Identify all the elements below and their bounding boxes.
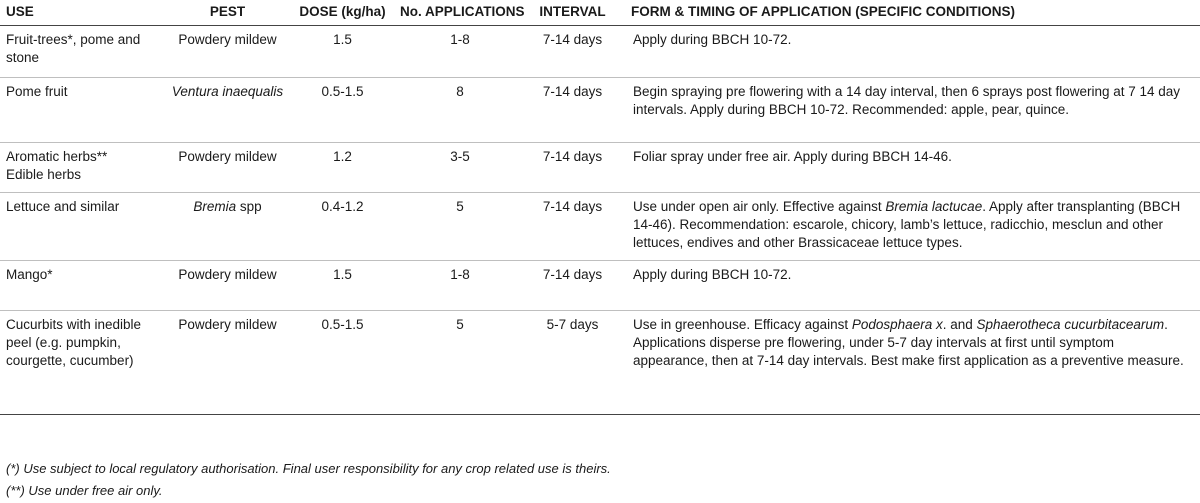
cell-use-line: Aromatic herbs** xyxy=(6,148,108,164)
cell-pest: Powdery mildew xyxy=(170,142,285,192)
cell-dose: 0.5-1.5 xyxy=(285,310,400,414)
cell-use-line: Edible herbs xyxy=(6,166,82,182)
cell-interval: 7-14 days xyxy=(520,25,625,77)
cell-use: Lettuce and similar xyxy=(0,192,170,260)
cell-use xyxy=(0,142,170,192)
form-text: . Applications disperse pre flowering, under 5-7 day intervals at first until symptom appearance, then at 7-14 day intervals. Best make first application as a preventive measure. xyxy=(633,316,1184,368)
cell-use: Mango* xyxy=(0,260,170,310)
header-interval: INTERVAL xyxy=(520,0,625,25)
cell-dose: 0.4-1.2 xyxy=(285,192,400,260)
cell-use: Cucurbits with inedible peel (e.g. pumpkin, courgette, cucumber) xyxy=(0,310,170,414)
table-row xyxy=(0,25,1200,77)
cell-applications: 1-8 xyxy=(400,260,520,310)
table-header xyxy=(0,0,1200,25)
cell-dose: 1.2 xyxy=(285,142,400,192)
form-species: Sphaerotheca cucurbitacearum xyxy=(976,316,1165,332)
cell-pest: Ventura inaequalis xyxy=(170,77,285,142)
cell-form: Foliar spray under free air. Apply during BBCH 14-46. xyxy=(625,142,1200,192)
cell-form: Apply during BBCH 10-72. xyxy=(625,260,1200,310)
cell-interval: 5-7 days xyxy=(520,310,625,414)
cell-applications: 5 xyxy=(400,192,520,260)
cell-form xyxy=(625,310,1200,414)
footnotes xyxy=(6,458,611,502)
cell-applications: 8 xyxy=(400,77,520,142)
cell-form: Apply during BBCH 10-72. xyxy=(625,25,1200,77)
cell-form xyxy=(625,192,1200,260)
form-text: . and xyxy=(942,316,977,332)
table-row xyxy=(0,77,1200,142)
cell-use: Fruit-trees*, pome and stone xyxy=(0,25,170,77)
cell-interval: 7-14 days xyxy=(520,260,625,310)
cell-applications: 5 xyxy=(400,310,520,414)
cell-dose: 1.5 xyxy=(285,25,400,77)
cell-interval: 7-14 days xyxy=(520,192,625,260)
cell-dose: 1.5 xyxy=(285,260,400,310)
cell-use: Pome fruit xyxy=(0,77,170,142)
cell-interval: 7-14 days xyxy=(520,142,625,192)
table-row xyxy=(0,192,1200,260)
form-species: Bremia lactucae xyxy=(885,198,983,214)
cell-pest: Powdery mildew xyxy=(170,310,285,414)
form-species: Podosphaera x xyxy=(851,316,943,332)
cell-pest xyxy=(170,192,285,260)
cell-dose: 0.5-1.5 xyxy=(285,77,400,142)
cell-pest: Powdery mildew xyxy=(170,260,285,310)
footnote-single-asterisk: (*) Use subject to local regulatory authorisation. Final user responsibility for any crop related use is theirs. xyxy=(6,461,611,476)
pest-suffix: spp xyxy=(236,198,262,214)
form-text: . Apply after transplanting (BBCH 14-46). Recommendation: escarole, chicory, lamb’s lettuce, radicchio, mesclun and other lettuces, endives and other Brassicaceae lettuce types. xyxy=(633,198,1181,250)
cell-applications: 1-8 xyxy=(400,25,520,77)
header-use: USE xyxy=(0,0,170,25)
header-applications: No. APPLICATIONS xyxy=(400,0,520,25)
table-row xyxy=(0,142,1200,192)
header-pest: PEST xyxy=(170,0,285,25)
cell-pest: Powdery mildew xyxy=(170,25,285,77)
header-form: FORM & TIMING OF APPLICATION (SPECIFIC CONDITIONS) xyxy=(625,0,1200,25)
form-text: Use in greenhouse. Efficacy against xyxy=(633,316,852,332)
cell-applications: 3-5 xyxy=(400,142,520,192)
table-row xyxy=(0,260,1200,310)
cell-form: Begin spraying pre flowering with a 14 day interval, then 6 sprays post flowering at 7 14 day intervals. Apply during BBCH 10-72. Recommended: apple, pear, quince. xyxy=(625,77,1200,142)
header-dose: DOSE (kg/ha) xyxy=(285,0,400,25)
footnote-double-asterisk: (**) Use under free air only. xyxy=(6,483,163,498)
pest-genus: Bremia xyxy=(193,198,237,214)
form-text: Use under open air only. Effective against xyxy=(633,198,886,214)
table-row xyxy=(0,310,1200,414)
cell-interval: 7-14 days xyxy=(520,77,625,142)
